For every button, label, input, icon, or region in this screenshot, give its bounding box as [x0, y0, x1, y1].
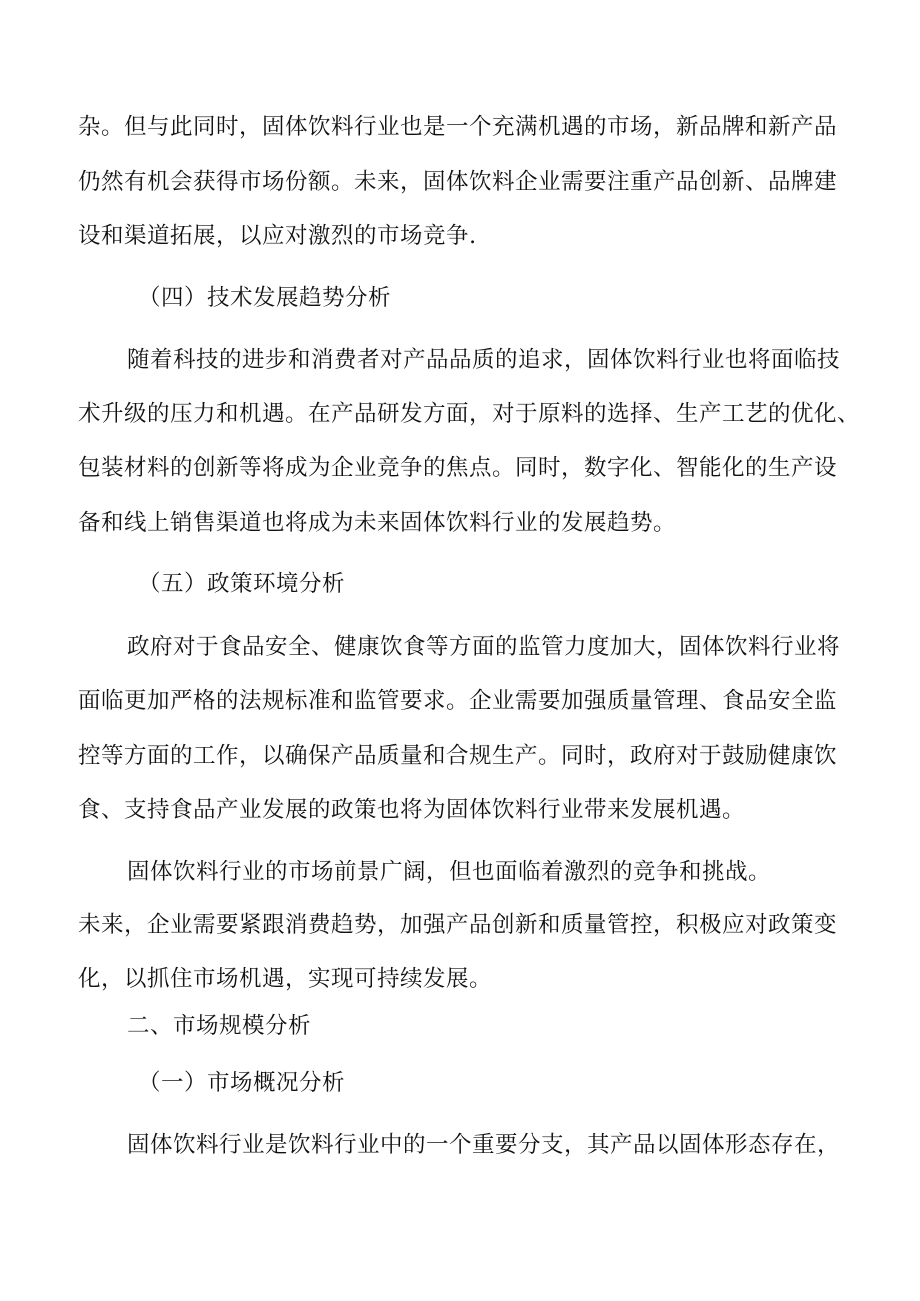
- paragraph-1-line-2: 仍然有机会获得市场份额。未来，固体饮料企业需要注重产品创新、品牌建: [78, 169, 838, 195]
- paragraph-4-line-2: 未来，企业需要紧跟消费趋势，加强产品创新和质量管控，积极应对政策变: [78, 912, 838, 938]
- paragraph-2-line-4: 备和线上销售渠道也将成为未来固体饮料行业的发展趋势。: [78, 510, 677, 536]
- paragraph-2-line-1: 随着科技的进步和消费者对产品品质的追求，固体饮料行业也将面临技: [127, 347, 841, 373]
- paragraph-4-line-3: 化，以抓住市场机遇，实现可持续发展。: [78, 966, 493, 992]
- paragraph-3-line-2: 面临更加严格的法规标准和监管要求。企业需要加强质量管理、食品安全监: [78, 688, 838, 714]
- heading-policy-environment: （五）政策环境分析: [138, 571, 346, 597]
- paragraph-2-line-2: 术升级的压力和机遇。在产品研发方面，对于原料的选择、生产工艺的优化、: [78, 401, 861, 427]
- paragraph-5-line-1: 固体饮料行业是饮料行业中的一个重要分支，其产品以固体形态存在，: [127, 1132, 841, 1158]
- paragraph-3-line-4: 食、支持食品产业发展的政策也将为固体饮料行业带来发展机遇。: [78, 797, 746, 823]
- paragraph-2-line-3: 包装材料的创新等将成为企业竞争的焦点。同时，数字化、智能化的生产设: [78, 455, 838, 481]
- heading-technology-trends: （四）技术发展趋势分析: [138, 285, 392, 311]
- paragraph-3-line-1: 政府对于食品安全、健康饮食等方面的监管力度加大，固体饮料行业将: [127, 634, 841, 660]
- paragraph-4-line-1: 固体饮料行业的市场前景广阔，但也面临着激烈的竞争和挑战。: [127, 859, 772, 885]
- paragraph-1-line-3: 设和渠道拓展，以应对激烈的市场竞争.: [78, 223, 477, 249]
- paragraph-1-line-1: 杂。但与此同时，固体饮料行业也是一个充满机遇的市场，新品牌和新产品: [78, 114, 838, 140]
- paragraph-3-line-3: 控等方面的工作，以确保产品质量和合规生产。同时，政府对于鼓励健康饮: [78, 743, 838, 769]
- section-title-market-size: 二、市场规模分析: [127, 1013, 312, 1039]
- heading-market-overview: （一）市场概况分析: [138, 1070, 346, 1096]
